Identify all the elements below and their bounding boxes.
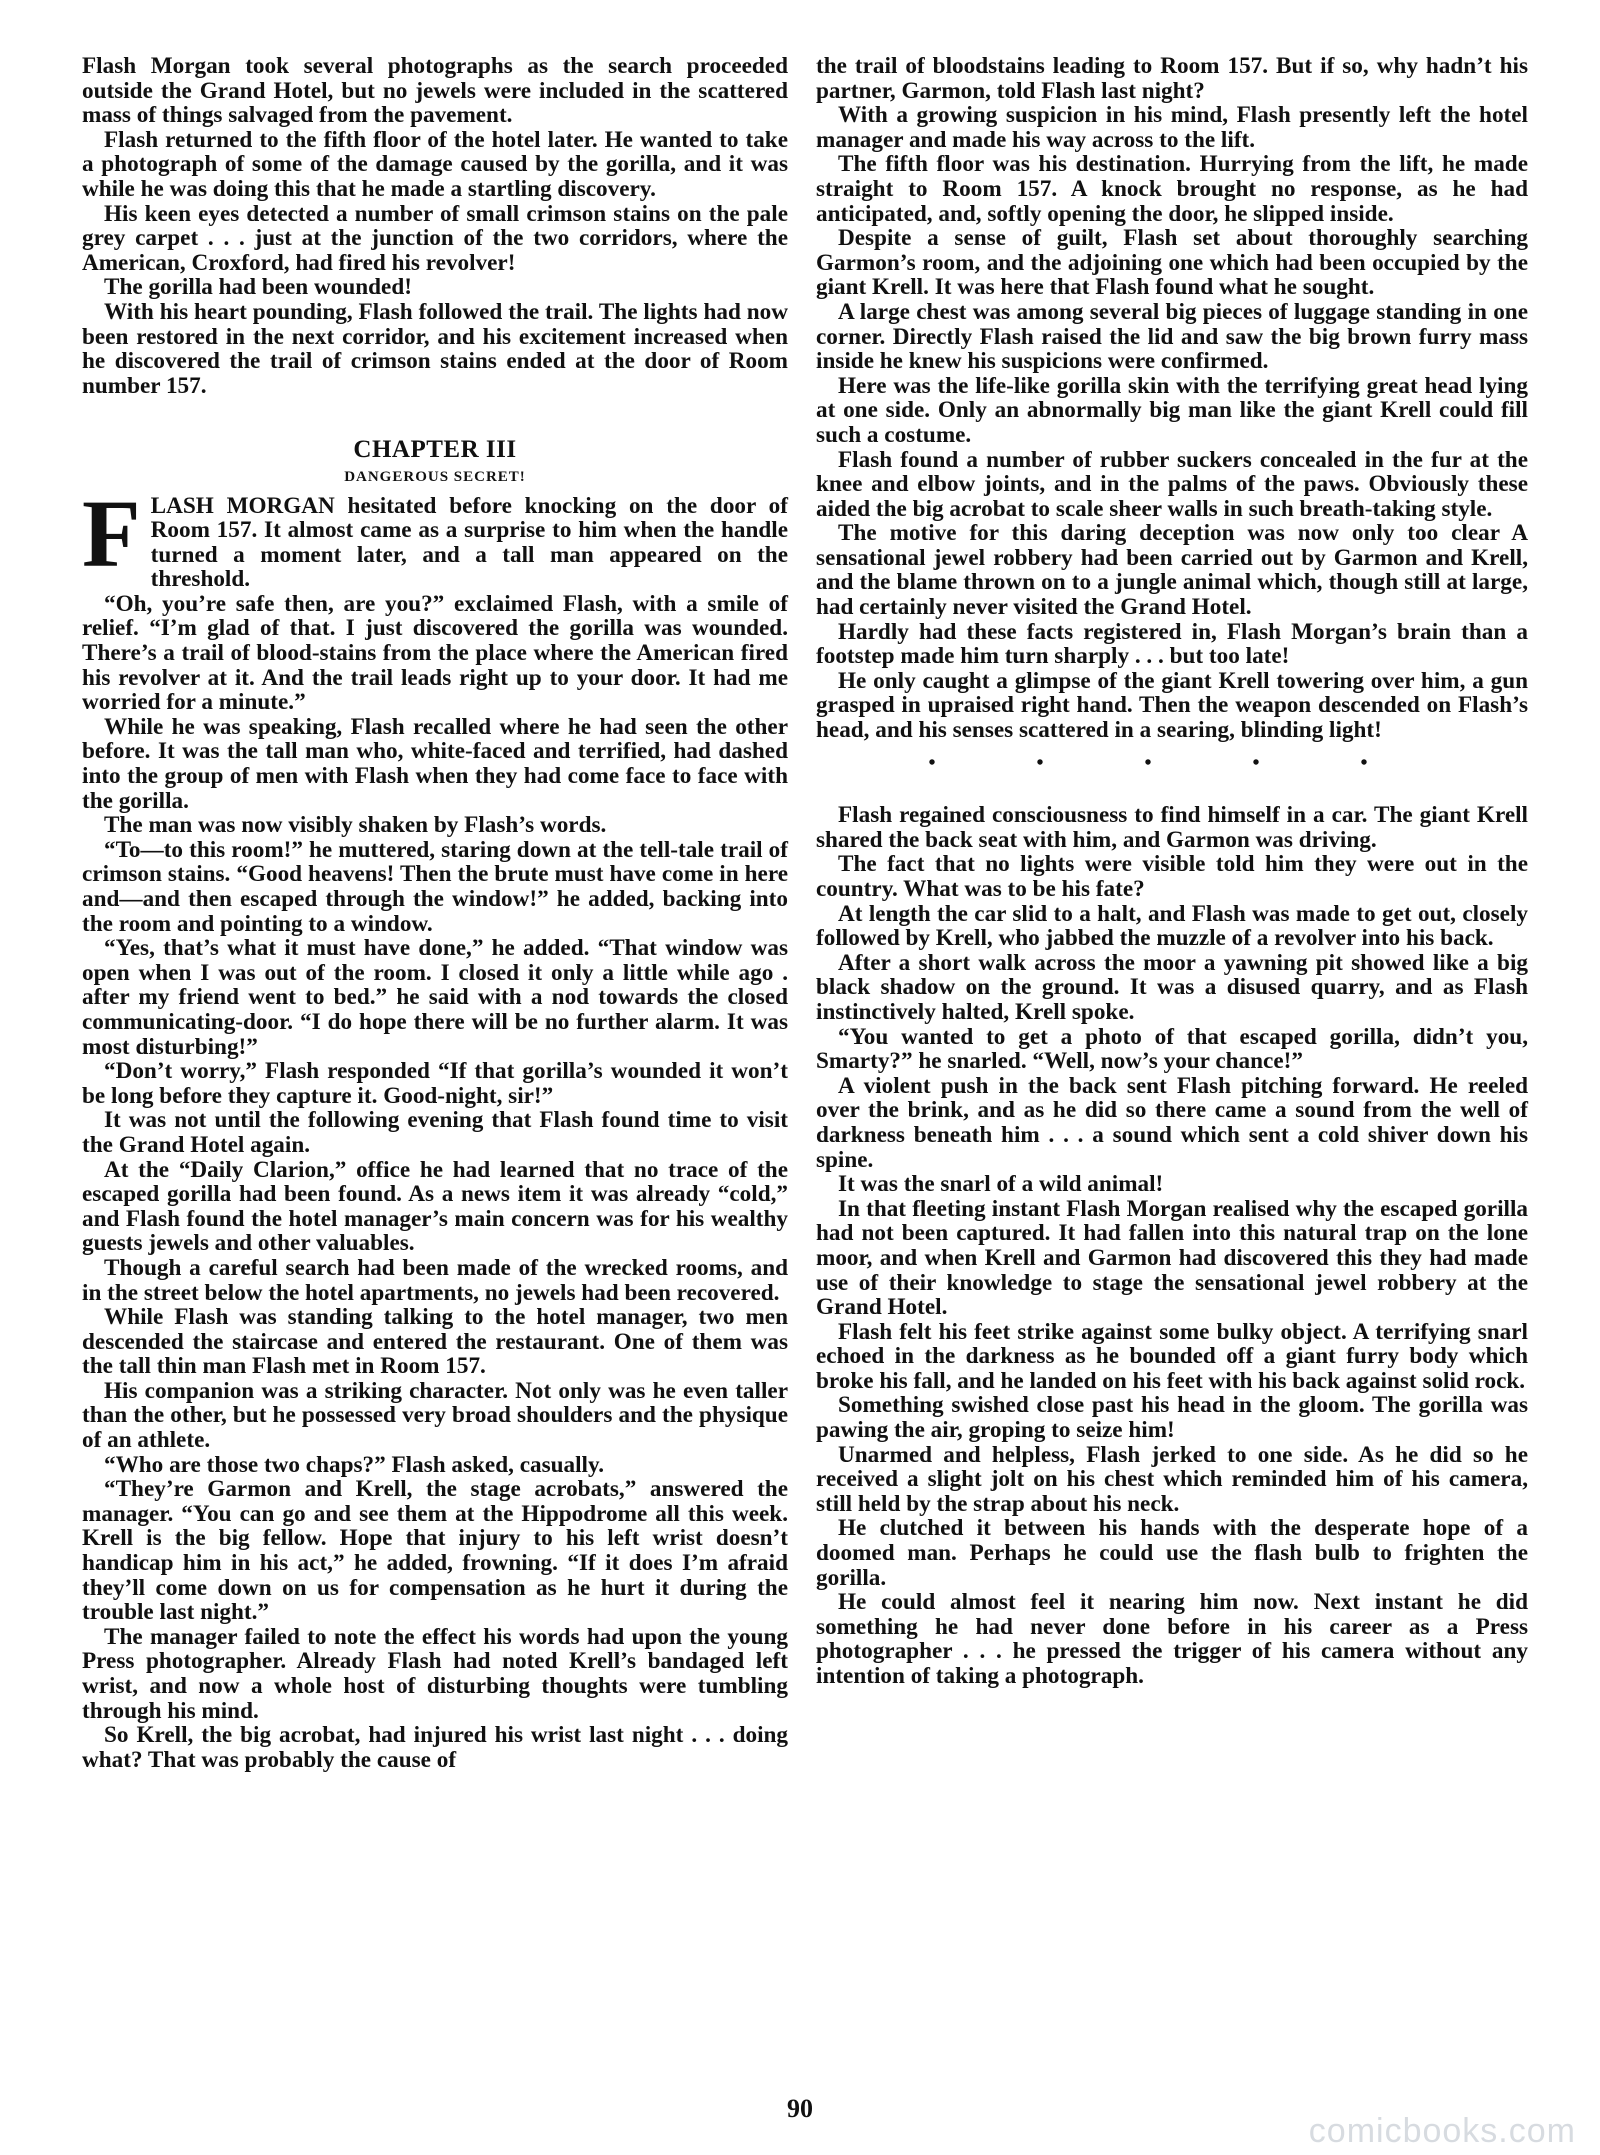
paragraph: Unarmed and helpless, Flash jerked to one side. As he did so he received a slight jolt on his chest which reminded him of his camera, still held by the strap about his neck. <box>816 1441 1528 1517</box>
paragraph: the trail of bloodstains leading to Room 157. But if so, why hadn’t his partner, Garmon, told Flash last night? <box>816 53 1528 104</box>
opening-smallcaps: LASH MORGAN <box>150 492 335 519</box>
paragraph: The gorilla had been wounded! <box>104 274 412 301</box>
paragraph: At the “Daily Clarion,” office he had learned that no trace of the escaped gorilla had been found. As a news item it was already “cold,” and Flash found the hotel manager’s main concern was for his wealthy guests jewels and other valuables. <box>82 1156 788 1257</box>
chapter-heading <box>82 438 788 489</box>
paragraph: A violent push in the back sent Flash pitching forward. He reeled over the brink, and as he did so there came a sound from the well of darkness beneath him . . . a sound which sent a cold shiver down his spine. <box>816 1072 1528 1173</box>
chapter-title: CHAPTER III <box>353 436 517 464</box>
paragraph: Something swished close past his head in the gloom. The gorilla was pawing the air, groping to seize him! <box>816 1392 1528 1444</box>
paragraph: After a short walk across the moor a yawning pit showed like a big black shadow on the ground. It was a disused quarry, and as Flash instinctively halted, Krell spoke. <box>816 949 1528 1025</box>
paragraph: His keen eyes detected a number of small crimson stains on the pale grey carpet . . . just at the junction of the two corridors, where the American, Croxford, had fired his revolver! <box>82 200 788 276</box>
paragraph: “Don’t worry,” Flash responded “If that gorilla’s wounded it won’t be long before they capture it. Good-night, sir!” <box>82 1058 788 1109</box>
paragraph: “Yes, that’s what it must have done,” he added. “That window was open when I was out of the room. I closed it only a little while ago . after my friend went to bed.” he said with a nod towards the closed communicating-door. “I do hope there will be no further alarm. It was most disturbing!” <box>82 935 788 1060</box>
paragraph: Flash Morgan took several photographs as the search proceeded outside the Grand Hotel, but no jewels were included in the scattered mass of things salvaged from the pavement. <box>82 53 788 129</box>
paragraph: His companion was a striking character. Not only was he even taller than the other, but he possessed very broad shoulders and the physique of an athlete. <box>82 1377 788 1454</box>
paragraph: “To—to this room!” he muttered, staring down at the tell-tale trail of crimson stains. “Good heavens! Then the brute must have come in here and—and then escaped through the window!” he added, backing into the room and pointing to a window. <box>82 836 788 937</box>
paragraph: Flash regained consciousness to find himself in a car. The giant Krell shared the back seat with him, and Garmon was driving. <box>816 802 1528 853</box>
chapter-subtitle: DANGEROUS SECRET! <box>344 468 526 485</box>
paragraph: The fifth floor was his destination. Hurrying from the lift, he made straight to Room 157. A knock brought no response, as he had anticipated, and, softly opening the door, he slipped inside. <box>816 151 1528 227</box>
drop-cap: F <box>82 479 141 587</box>
page-number: 90 <box>787 2094 813 2123</box>
watermark: comicbooks.com <box>1308 2112 1576 2150</box>
paragraph: With a growing suspicion in his mind, Flash presently left the hotel manager and made his way across to the lift. <box>816 102 1528 153</box>
right-column <box>816 54 1528 1689</box>
paragraph: “You wanted to get a photo of that escaped gorilla, didn’t you, Smarty?” he snarled. “Well, now’s your chance!” <box>816 1023 1528 1075</box>
paragraph: The manager failed to note the effect his words had upon the young Press photographer. Already Flash had noted Krell’s bandaged left wrist, and now a whole host of disturbing thoughts were tumbling through his mind. <box>82 1623 788 1724</box>
paragraph: “Oh, you’re safe then, are you?” exclaimed Flash, with a smile of relief. “I’m glad of that. I just discovered the gorilla was wounded. There’s a trail of blood-stains from the place where the American fired his revolver at it. And the trail leads right up to your door. It had me worried for a minute.” <box>82 590 788 716</box>
paragraph: The motive for this daring deception was now only too clear A sensational jewel robbery had been carried out by Garmon and Krell, and the blame thrown on to a jungle animal which, though still at large, had certainly never visited the Grand Hotel. <box>816 520 1528 621</box>
paragraph: Though a careful search had been made of the wrecked rooms, and in the street below the hotel apartments, no jewels had been recovered. <box>82 1254 788 1306</box>
paragraph: He clutched it between his hands with the desperate hope of a doomed man. Perhaps he could use the flash bulb to frighten the gorilla. <box>816 1515 1528 1591</box>
paragraph: “Who are those two chaps?” Flash asked, casually. <box>104 1451 605 1478</box>
paragraph: Flash felt his feet strike against some bulky object. A terrifying snarl echoed in the darkness as he bounded off a giant furry body which broke his fall, and he landed on his feet with his back against solid rock. <box>816 1318 1528 1394</box>
paragraph: A large chest was among several big pieces of luggage standing in one corner. Directly Flash raised the lid and saw the big brown furry mass inside he knew his suspicions were confirmed. <box>816 298 1528 375</box>
paragraph: He only caught a glimpse of the giant Krell towering over him, a gun grasped in upraised right hand. Then the weapon descended on Flash’s head, and his senses scattered in a searing, blinding light! <box>816 667 1528 744</box>
left-column <box>82 54 788 1772</box>
paragraph: At length the car slid to a halt, and Flash was made to get out, closely followed by Krell, who jabbed the muzzle of a revolver into his back. <box>816 900 1528 952</box>
paragraph: So Krell, the big acrobat, had injured his wrist last night . . . doing what? That was probably the cause of <box>82 1722 788 1773</box>
opening-paragraph <box>82 479 788 593</box>
paragraph: While Flash was standing talking to the hotel manager, two men descended the staircase and entered the restaurant. One of them was the tall thin man Flash met in Room 157. <box>82 1304 788 1380</box>
paragraph: The fact that no lights were visible told him they were out in the country. What was to be his fate? <box>816 851 1528 902</box>
paragraph: The man was now visibly shaken by Flash’s words. <box>104 812 607 839</box>
paragraph: Hardly had these facts registered in, Flash Morgan’s brain than a footstep made him turn sharply . . . but too late! <box>816 618 1528 670</box>
opening-text: hesitated before knocking on the door of Room 157. It almost came as a surprise to him when the handle turned a moment later, and a tall man appeared on the threshold. <box>150 492 788 593</box>
paragraph: Flash returned to the fifth floor of the hotel later. He wanted to take a photograph of some of the damage caused by the gorilla, and it was while he was doing this that he made a startling discovery. <box>82 126 788 202</box>
paragraph: It was not until the following evening that Flash found time to visit the Grand Hotel again. <box>82 1107 788 1158</box>
section-separator: • • • • • <box>928 751 1416 774</box>
paragraph: Here was the life-like gorilla skin with the terrifying great head lying at one side. Only an abnormally big man like the giant Krell could fill such a costume. <box>816 372 1528 448</box>
paragraph: Flash found a number of rubber suckers concealed in the fur at the knee and elbow joints, and in the palms of the paws. Obviously these aided the big acrobat to scale sheer walls in such breath-taking style. <box>816 446 1528 522</box>
paragraph: With his heart pounding, Flash followed the trail. The lights had now been restored in the next corridor, and his excitement increased when he discovered the trail of crimson stains ended at the door of Room number 157. <box>82 298 788 399</box>
paragraph: Despite a sense of guilt, Flash set about thoroughly searching Garmon’s room, and the adjoining one which had been occupied by the giant Krell. It was here that Flash found what he sought. <box>816 225 1528 301</box>
paragraph: “They’re Garmon and Krell, the stage acrobats,” answered the manager. “You can go and see them at the Hippodrome all this week. Krell is the big fellow. Hope that injury to his left wrist doesn’t handicap him in his act,” he added, frowning. “If it does I’m afraid they’ll come down on us for compensation as he hurt it during the trouble last night.” <box>82 1476 788 1626</box>
paragraph: He could almost feel it nearing him now. Next instant he did something he had never done before in his career as a Press photographer . . . he pressed the trigger of his camera without any intention of taking a photograph. <box>816 1589 1528 1689</box>
paragraph: While he was speaking, Flash recalled where he had seen the other before. It was the tall man who, white-faced and terrified, had dashed into the group of men with Flash when they had come face to face with the gorilla. <box>82 713 788 814</box>
paragraph: It was the snarl of a wild animal! <box>838 1171 1164 1198</box>
paragraph: In that fleeting instant Flash Morgan realised why the escaped gorilla had not been captured. It had fallen into this natural trap on the lone moor, and when Krell and Garmon had discovered this they had made use of their knowledge to stage the sensational jewel robbery at the Grand Hotel. <box>816 1195 1528 1321</box>
